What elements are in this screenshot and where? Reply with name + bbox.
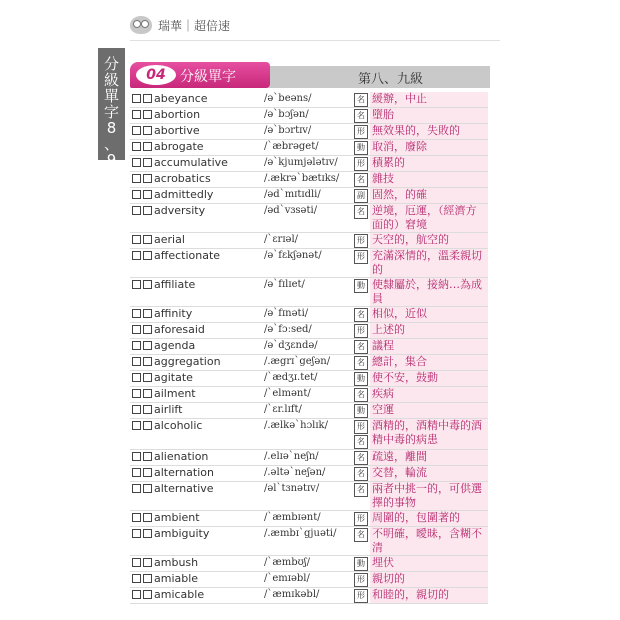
word-cell (130, 339, 262, 355)
pos-cell (352, 527, 370, 556)
meaning-cell: 總計，集合 (370, 355, 488, 371)
table-row (130, 482, 488, 511)
meaning-cell: 相似，近似 (370, 307, 488, 323)
pos-cell (352, 482, 370, 511)
word-cell (130, 556, 262, 572)
part-of-speech-badge: 名 (354, 308, 368, 322)
checkbox[interactable] (143, 590, 152, 599)
checkbox[interactable] (143, 235, 152, 244)
word-text: alternation (154, 466, 214, 479)
phonetic-cell: /əˋfɪnəti/ (262, 307, 352, 323)
part-of-speech-badge: 形 (354, 512, 368, 526)
section-title: 分級單字 (180, 69, 236, 85)
pos-cell (352, 419, 370, 450)
phonetic-cell: /ˋɛrɪəl/ (262, 233, 352, 249)
word-cell (130, 278, 262, 307)
table-row (130, 323, 488, 339)
table-row (130, 204, 488, 233)
meaning-cell: 使不安，鼓動 (370, 371, 488, 387)
checkbox[interactable] (132, 235, 141, 244)
part-of-speech-badge: 動 (354, 372, 368, 386)
phonetic-cell: /ˋæmbʊʃ/ (262, 556, 352, 572)
phonetic-cell: /.əltəˋneʃən/ (262, 466, 352, 482)
table-row (130, 527, 488, 556)
meaning-cell: 親切的 (370, 572, 488, 588)
checkbox[interactable] (143, 421, 152, 430)
pos-cell (352, 92, 370, 108)
pos-cell (352, 172, 370, 188)
word-cell (130, 204, 262, 233)
meaning-cell: 酒精的，酒精中毒的酒精中毒的病患 (370, 419, 488, 450)
table-row (130, 450, 488, 466)
word-cell (130, 172, 262, 188)
word-cell (130, 249, 262, 278)
meaning-cell: 固然，的確 (370, 188, 488, 204)
part-of-speech-badge: 名 (354, 340, 368, 354)
checkbox[interactable] (132, 468, 141, 477)
phonetic-cell: /əˋbeəns/ (262, 92, 352, 108)
part-of-speech-badge: 名 (354, 109, 368, 123)
pos-cell (352, 108, 370, 124)
side-tab-char: 字 (103, 103, 119, 121)
checkbox[interactable] (143, 94, 152, 103)
word-text: acrobatics (154, 172, 211, 185)
pos-cell (352, 556, 370, 572)
meaning-cell: 疏遠，離間 (370, 450, 488, 466)
page-header (130, 14, 230, 36)
word-text: ailment (154, 387, 196, 400)
word-cell (130, 323, 262, 339)
table-row (130, 572, 488, 588)
checkbox[interactable] (132, 558, 141, 567)
part-of-speech-badge: 形 (354, 573, 368, 587)
side-tab-char: 級 (103, 71, 119, 89)
side-tab-char: 單 (103, 87, 119, 105)
checkbox[interactable] (143, 529, 152, 538)
checkbox[interactable] (143, 206, 152, 215)
phonetic-cell: /əˋbɔʃən/ (262, 108, 352, 124)
table-row (130, 556, 488, 572)
phonetic-cell: /ˋelmənt/ (262, 387, 352, 403)
checkbox[interactable] (143, 251, 152, 260)
phonetic-cell: /.ægrɪˋgeʃən/ (262, 355, 352, 371)
pos-cell (352, 188, 370, 204)
pos-cell (352, 339, 370, 355)
side-tab-char: 分 (103, 55, 119, 73)
word-text: aerial (154, 233, 185, 246)
table-row (130, 233, 488, 249)
word-text: accumulative (154, 156, 228, 169)
checkbox[interactable] (132, 126, 141, 135)
checkbox[interactable] (143, 513, 152, 522)
phonetic-cell: /əˋfɛkʃənət/ (262, 249, 352, 278)
word-cell (130, 450, 262, 466)
phonetic-cell: /.ælkəˋhɔlɪk/ (262, 419, 352, 450)
word-text: abortion (154, 108, 201, 121)
table-row (130, 511, 488, 527)
pos-cell (352, 355, 370, 371)
checkbox[interactable] (143, 280, 152, 289)
phonetic-cell: /ˋæmbɪənt/ (262, 511, 352, 527)
section-title-tab (130, 62, 270, 88)
part-of-speech-badge: 名 (354, 388, 368, 402)
word-text: abrogate (154, 140, 204, 153)
checkbox[interactable] (132, 251, 141, 260)
word-text: abortive (154, 124, 200, 137)
part-of-speech-badge: 形 (354, 420, 368, 434)
word-cell (130, 511, 262, 527)
word-text: affiliate (154, 278, 196, 291)
checkbox[interactable] (143, 468, 152, 477)
meaning-cell: 和睦的，親切的 (370, 588, 488, 604)
meaning-cell: 議程 (370, 339, 488, 355)
part-of-speech-badge: 名 (354, 435, 368, 449)
side-tab (98, 48, 125, 169)
word-text: ambiguity (154, 527, 210, 540)
pos-cell (352, 511, 370, 527)
checkbox[interactable] (143, 174, 152, 183)
section-header (130, 62, 490, 90)
checkbox[interactable] (143, 325, 152, 334)
pos-cell (352, 403, 370, 419)
checkbox[interactable] (143, 389, 152, 398)
checkbox[interactable] (132, 389, 141, 398)
part-of-speech-badge: 形 (354, 125, 368, 139)
checkbox[interactable] (132, 94, 141, 103)
part-of-speech-badge: 動 (354, 404, 368, 418)
word-text: adversity (154, 204, 206, 217)
phonetic-cell: /ˋɛr.lɪft/ (262, 403, 352, 419)
part-of-speech-badge: 名 (354, 528, 368, 542)
word-text: amicable (154, 588, 205, 601)
word-text: abeyance (154, 92, 208, 105)
part-of-speech-badge: 名 (354, 356, 368, 370)
table-row (130, 108, 488, 124)
word-text: alienation (154, 450, 209, 463)
word-text: agenda (154, 339, 196, 352)
checkbox[interactable] (132, 452, 141, 461)
word-text: agitate (154, 371, 193, 384)
checkbox[interactable] (132, 280, 141, 289)
word-text: alternative (154, 482, 214, 495)
meaning-cell: 取消，廢除 (370, 140, 488, 156)
checkbox[interactable] (132, 174, 141, 183)
meaning-cell: 疾病 (370, 387, 488, 403)
word-cell (130, 188, 262, 204)
checkbox[interactable] (132, 421, 141, 430)
pos-cell (352, 588, 370, 604)
word-cell (130, 108, 262, 124)
table-row (130, 156, 488, 172)
checkbox[interactable] (132, 309, 141, 318)
word-cell (130, 482, 262, 511)
side-tab-char: 9 (106, 151, 117, 169)
word-cell (130, 387, 262, 403)
table-row (130, 466, 488, 482)
word-cell (130, 355, 262, 371)
part-of-speech-badge: 名 (354, 173, 368, 187)
checkbox[interactable] (143, 110, 152, 119)
phonetic-cell: /əˋkjumjələtɪv/ (262, 156, 352, 172)
part-of-speech-badge: 副 (354, 189, 368, 203)
checkbox[interactable] (132, 158, 141, 167)
table-row (130, 588, 488, 604)
part-of-speech-badge: 形 (354, 324, 368, 338)
part-of-speech-badge: 形 (354, 589, 368, 603)
checkbox[interactable] (143, 126, 152, 135)
checkbox[interactable] (132, 590, 141, 599)
word-cell (130, 419, 262, 450)
checkbox[interactable] (132, 190, 141, 199)
brand-title: 瑞華｜超倍速 (158, 18, 231, 33)
checkbox[interactable] (132, 110, 141, 119)
meaning-cell: 兩者中挑一的，可供選擇的事物 (370, 482, 488, 511)
checkbox[interactable] (132, 142, 141, 151)
word-text: aforesaid (154, 323, 205, 336)
table-row (130, 188, 488, 204)
checkbox[interactable] (132, 206, 141, 215)
meaning-cell: 上述的 (370, 323, 488, 339)
word-cell (130, 124, 262, 140)
phonetic-cell: /.elɪəˋneʃn/ (262, 450, 352, 466)
checkbox[interactable] (143, 357, 152, 366)
table-row (130, 92, 488, 108)
phonetic-cell: /əˋfɪlɪet/ (262, 278, 352, 307)
table-row (130, 140, 488, 156)
checkbox[interactable] (143, 574, 152, 583)
table-row (130, 371, 488, 387)
part-of-speech-badge: 形 (354, 250, 368, 264)
word-cell (130, 307, 262, 323)
part-of-speech-badge: 動 (354, 141, 368, 155)
part-of-speech-badge: 動 (354, 557, 368, 571)
phonetic-cell: /əˋbɔrtɪv/ (262, 124, 352, 140)
meaning-cell: 逆境，厄運，（經濟方面的）窘境 (370, 204, 488, 233)
word-text: airlift (154, 403, 183, 416)
table-row (130, 307, 488, 323)
word-cell (130, 156, 262, 172)
pos-cell (352, 156, 370, 172)
checkbox[interactable] (143, 373, 152, 382)
phonetic-cell: /əlˋtɜnətɪv/ (262, 482, 352, 511)
checkbox[interactable] (132, 513, 141, 522)
checkbox[interactable] (143, 484, 152, 493)
meaning-cell: 空運 (370, 403, 488, 419)
meaning-cell: 不明確，曖昧，含糊不清 (370, 527, 488, 556)
word-text: amiable (154, 572, 199, 585)
word-text: affectionate (154, 249, 221, 262)
part-of-speech-badge: 動 (354, 279, 368, 293)
phonetic-cell: /.ækrəˋbætɪks/ (262, 172, 352, 188)
checkbox[interactable] (132, 529, 141, 538)
checkbox[interactable] (132, 357, 141, 366)
table-row (130, 403, 488, 419)
checkbox[interactable] (132, 341, 141, 350)
part-of-speech-badge: 名 (354, 467, 368, 481)
word-text: ambush (154, 556, 199, 569)
word-cell (130, 527, 262, 556)
section-level: 第八、九級 (358, 72, 424, 87)
word-cell (130, 92, 262, 108)
pos-cell (352, 572, 370, 588)
checkbox[interactable] (143, 558, 152, 567)
word-text: aggregation (154, 355, 221, 368)
checkbox[interactable] (143, 190, 152, 199)
meaning-cell: 無效果的，失敗的 (370, 124, 488, 140)
checkbox[interactable] (132, 325, 141, 334)
vocabulary-table (130, 92, 488, 604)
table-row (130, 249, 488, 278)
phonetic-cell: /ˋæbrəget/ (262, 140, 352, 156)
owl-logo-icon (130, 16, 152, 34)
checkbox[interactable] (143, 341, 152, 350)
pos-cell (352, 233, 370, 249)
table-row (130, 355, 488, 371)
table-row (130, 419, 488, 450)
part-of-speech-badge: 形 (354, 234, 368, 248)
side-tab-char: 8 (106, 119, 117, 137)
word-cell (130, 466, 262, 482)
phonetic-cell: /ˋædʒɪ.tet/ (262, 371, 352, 387)
word-cell (130, 403, 262, 419)
checkbox[interactable] (132, 574, 141, 583)
pos-cell (352, 249, 370, 278)
part-of-speech-badge: 名 (354, 93, 368, 107)
side-tab-char: 、 (103, 135, 119, 153)
checkbox[interactable] (143, 309, 152, 318)
pos-cell (352, 323, 370, 339)
part-of-speech-badge: 名 (354, 483, 368, 497)
pos-cell (352, 278, 370, 307)
header-divider (130, 40, 500, 41)
table-row (130, 124, 488, 140)
word-text: ambient (154, 511, 200, 524)
meaning-cell: 墮胎 (370, 108, 488, 124)
meaning-cell: 緩辦，中止 (370, 92, 488, 108)
meaning-cell: 使隸屬於，接納…為成員 (370, 278, 488, 307)
part-of-speech-badge: 名 (354, 205, 368, 219)
word-text: alcoholic (154, 419, 203, 432)
pos-cell (352, 387, 370, 403)
word-cell (130, 572, 262, 588)
phonetic-cell: /ədˋmɪtɪdli/ (262, 188, 352, 204)
pos-cell (352, 124, 370, 140)
phonetic-cell: /əˋfɔːsed/ (262, 323, 352, 339)
pos-cell (352, 466, 370, 482)
meaning-cell: 積累的 (370, 156, 488, 172)
phonetic-cell: /ədˋvɜsəti/ (262, 204, 352, 233)
pos-cell (352, 140, 370, 156)
checkbox[interactable] (132, 484, 141, 493)
phonetic-cell: /əˋdʒɛndə/ (262, 339, 352, 355)
checkbox[interactable] (132, 373, 141, 382)
word-cell (130, 588, 262, 604)
meaning-cell: 埋伏 (370, 556, 488, 572)
phonetic-cell: /ˋæmɪkəbl/ (262, 588, 352, 604)
checkbox[interactable] (143, 158, 152, 167)
table-row (130, 387, 488, 403)
word-cell (130, 233, 262, 249)
checkbox[interactable] (143, 405, 152, 414)
checkbox[interactable] (143, 452, 152, 461)
meaning-cell: 交替，輪流 (370, 466, 488, 482)
meaning-cell: 周圍的，包圍著的 (370, 511, 488, 527)
checkbox[interactable] (143, 142, 152, 151)
word-cell (130, 140, 262, 156)
meaning-cell: 雜技 (370, 172, 488, 188)
pos-cell (352, 371, 370, 387)
pos-cell (352, 204, 370, 233)
part-of-speech-badge: 形 (354, 157, 368, 171)
checkbox[interactable] (132, 405, 141, 414)
meaning-cell: 天空的，航空的 (370, 233, 488, 249)
pos-cell (352, 450, 370, 466)
section-number: 04 (136, 65, 176, 85)
word-text: admittedly (154, 188, 214, 201)
pos-cell (352, 307, 370, 323)
meaning-cell: 充滿深情的，溫柔親切的 (370, 249, 488, 278)
word-cell (130, 371, 262, 387)
table-row (130, 278, 488, 307)
table-row (130, 172, 488, 188)
phonetic-cell: /ˋemɪəbl/ (262, 572, 352, 588)
phonetic-cell: /.æmbɪˋgjuəti/ (262, 527, 352, 556)
table-row (130, 339, 488, 355)
word-text: affinity (154, 307, 193, 320)
part-of-speech-badge: 名 (354, 451, 368, 465)
